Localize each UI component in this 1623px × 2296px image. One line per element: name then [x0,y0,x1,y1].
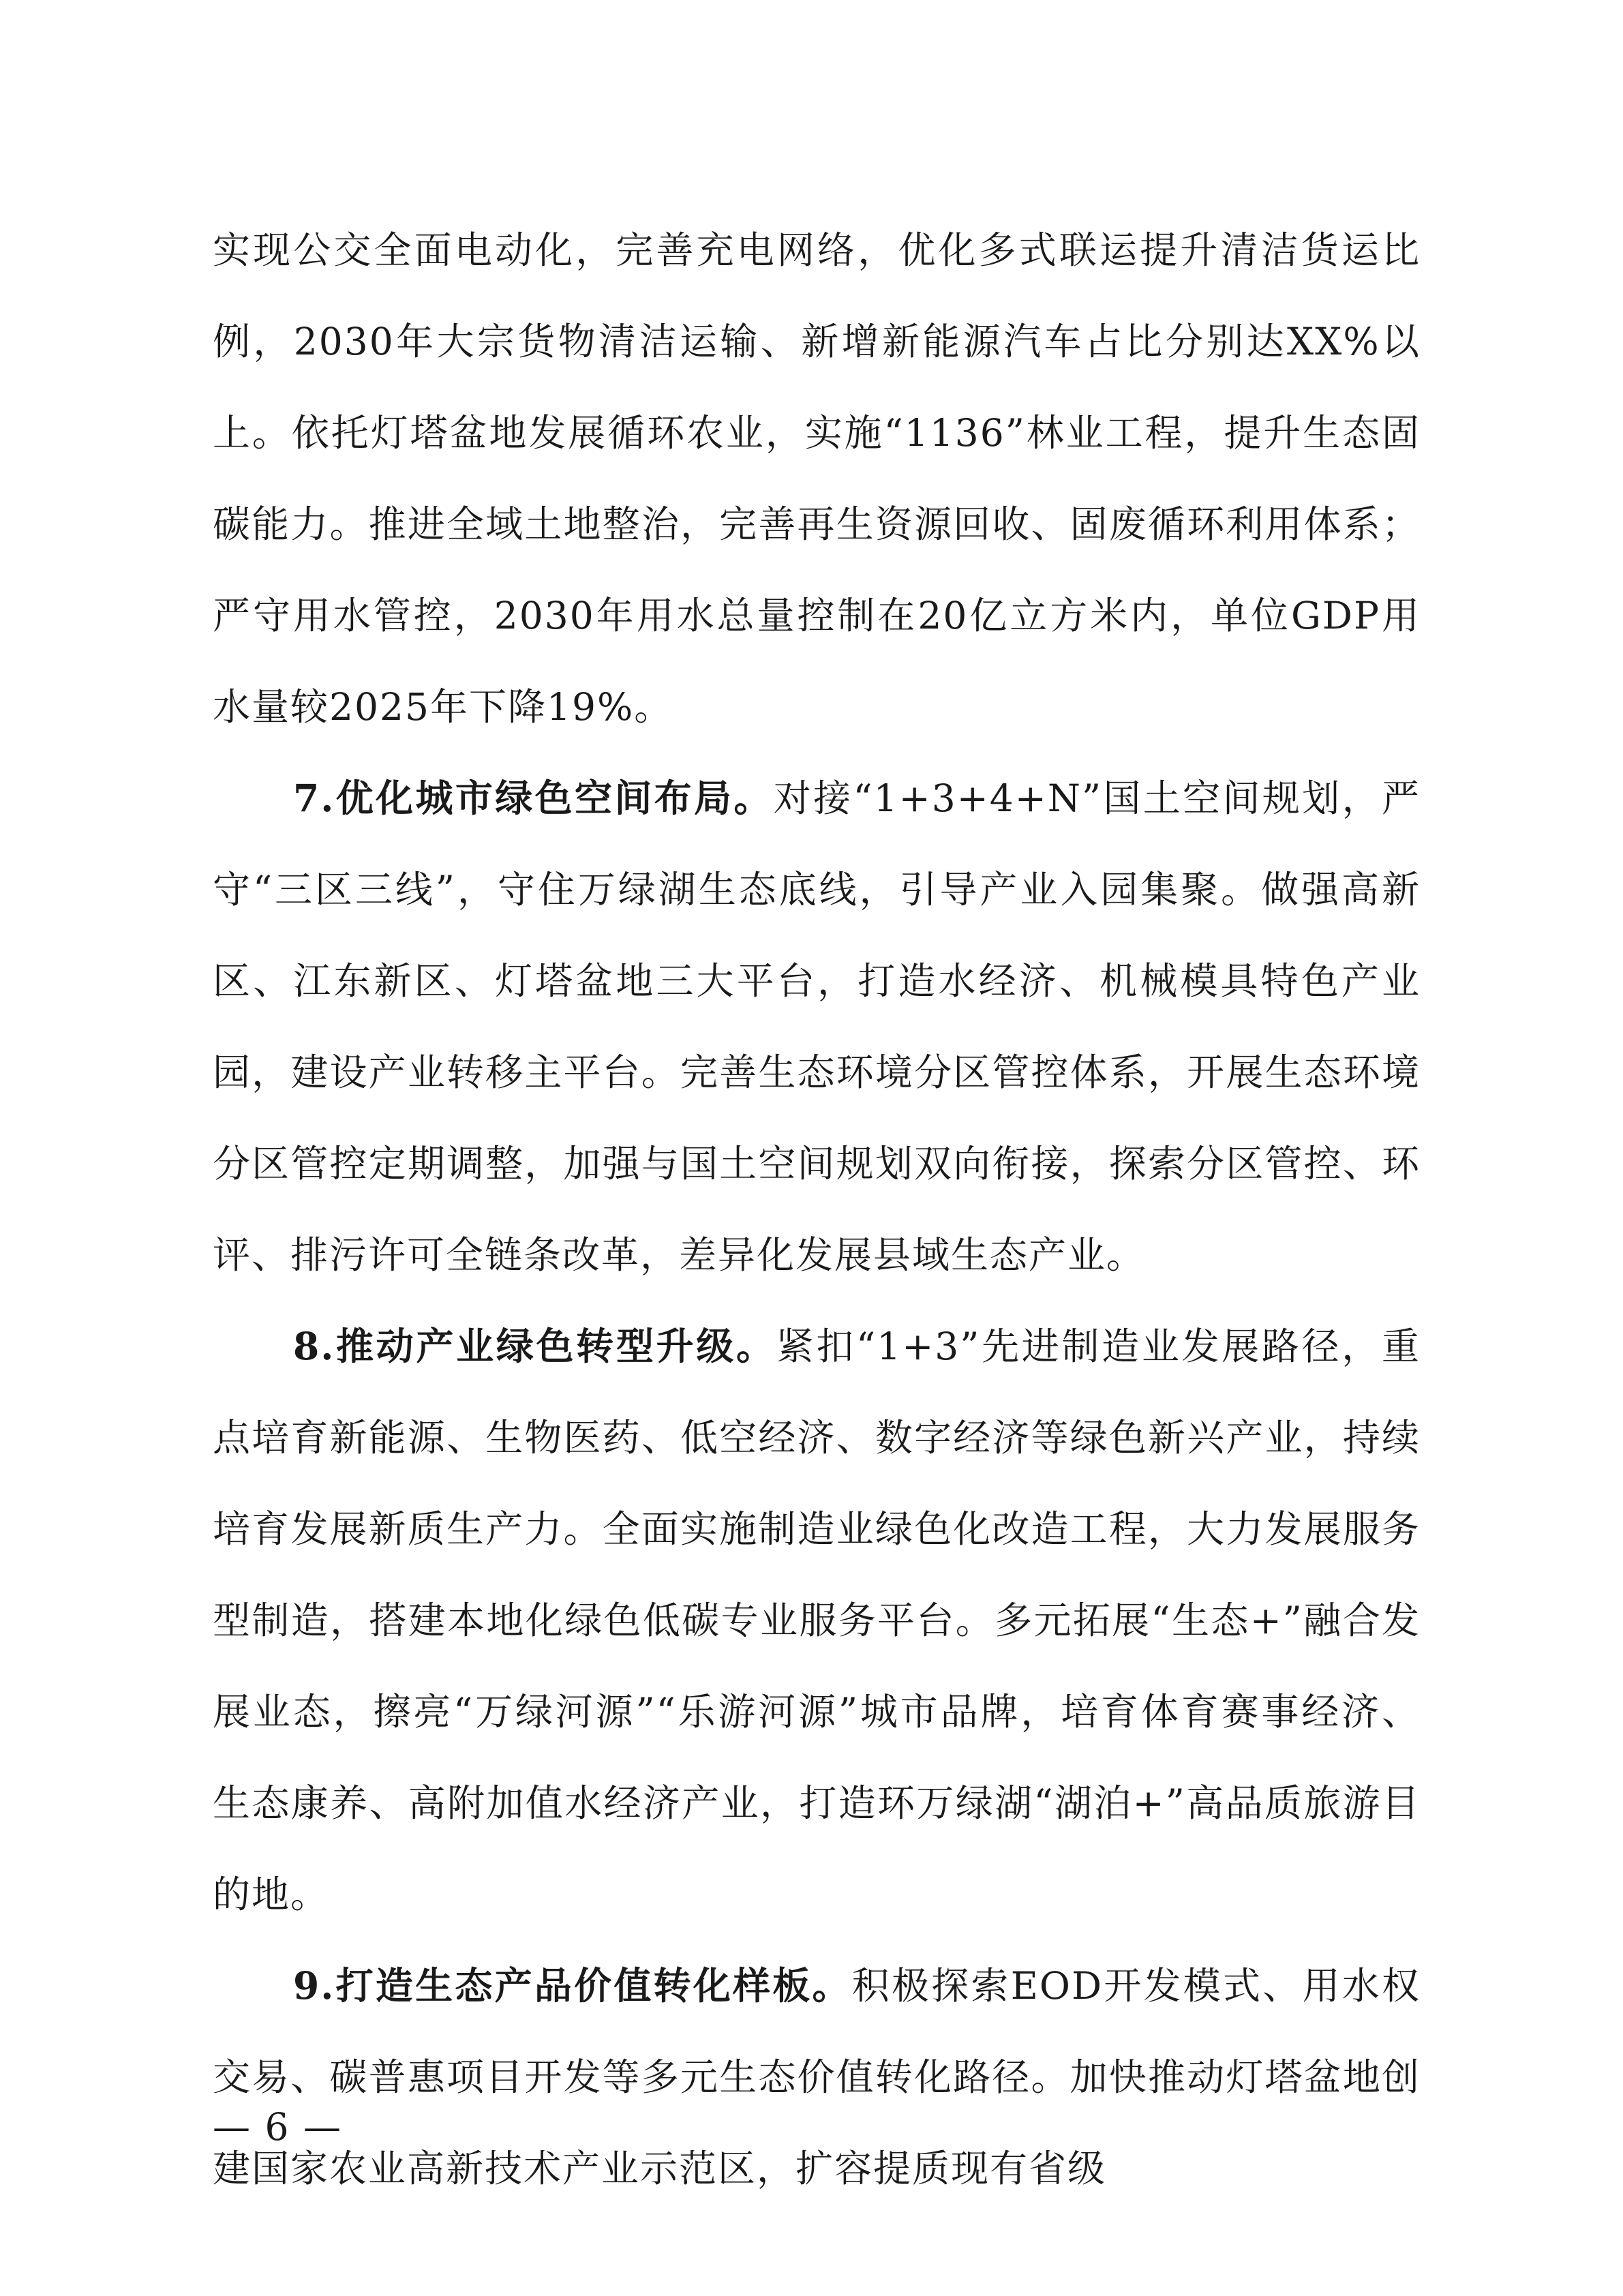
paragraph-text: 实现公交全面电动化，完善充电网络，优化多式联运提升清洁货运比例，2030年大宗货物清洁运输、新增新能源汽车占比分别达XX%以上。依托灯塔盆地发展循环农业，实施“1136”林业工程，提升生态固碳能力。推进全域土地整治，完善再生资源回收、固废循环利用体系；严守用水管控，2030年用水总量控制在20亿立方米内，单位GDP用水量较2025年下降19%。 [213,228,1421,729]
document-body [213,205,1421,2214]
paragraph-text: 对接“1+3+4+N”国土空间规划，严守“三区三线”，守住万绿湖生态底线，引导产业入园集聚。做强高新区、江东新区、灯塔盆地三大平台，打造水经济、机械模具特色产业园，建设产业转移主平台。完善生态环境分区管控体系，开展生态环境分区管控定期调整，加强与国土空间规划双向衔接，探索分区管控、环评、排污许可全链条改革，差异化发展县域生态产业。 [213,776,1421,1277]
paragraph-text: 积极探索EOD开发模式、用水权交易、碳普惠项目开发等多元生态价值转化路径。加快推动灯塔盆地创建国家农业高新技术产业示范区，扩容提质现有省级 [213,1964,1421,2190]
page-number: — 6 — [213,2105,342,2149]
paragraph-lead: 8.推动产业绿色转型升级。 [293,1324,776,1368]
paragraph-continued [213,205,1421,753]
paragraph-item-8 [213,1301,1421,1940]
paragraph-text: 紧扣“1+3”先进制造业发展路径，重点培育新能源、生物医药、低空经济、数字经济等绿色新兴产业，持续培育发展新质生产力。全面实施制造业绿色化改造工程，大力发展服务型制造，搭建本地化绿色低碳专业服务平台。多元拓展“生态+”融合发展业态，擦亮“万绿河源”“乐游河源”城市品牌，培育体育赛事经济、生态康养、高附加值水经济产业，打造环万绿湖“湖泊+”高品质旅游目的地。 [213,1325,1421,1916]
paragraph-lead: 7.优化城市绿色空间布局。 [293,776,774,820]
paragraph-item-9 [213,1940,1421,2214]
paragraph-item-7 [213,753,1421,1301]
paragraph-lead: 9.打造生态产品价值转化样板。 [293,1963,852,2008]
